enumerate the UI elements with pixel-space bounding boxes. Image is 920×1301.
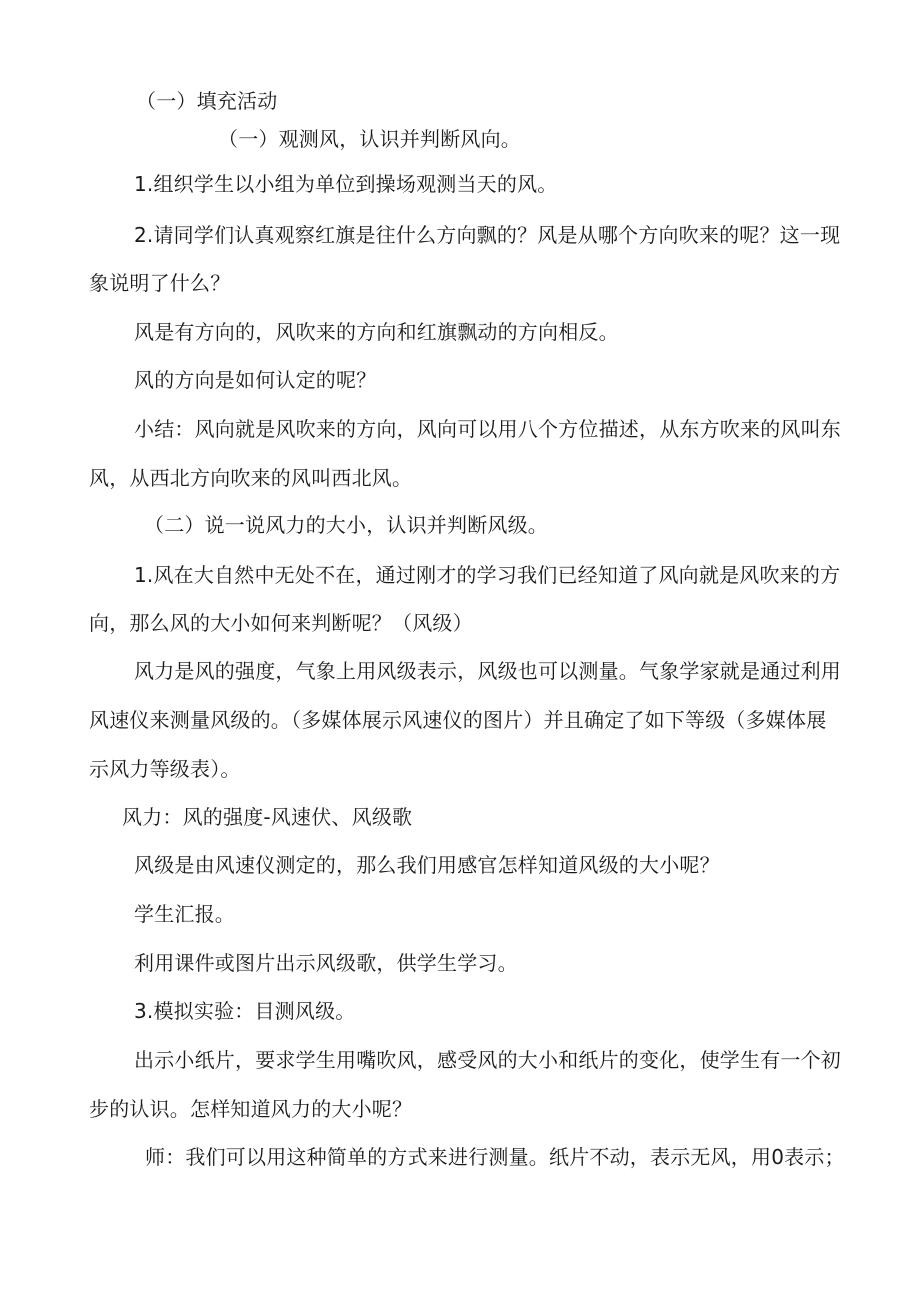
paragraph-line: 小结：风向就是风吹来的方向，风向可以用八个方位描述，从东方吹来的风叫东 — [134, 417, 841, 441]
paragraph-line: 学生汇报。 — [134, 902, 235, 926]
paragraph-line: 风级是由风速仪测定的，那么我们用感官怎样知道风级的大小呢？ — [134, 853, 720, 877]
paragraph-line: 利用课件或图片出示风级歌，供学生学习。 — [134, 951, 518, 975]
paragraph-line: 1.组织学生以小组为单位到操场观测当天的风。 — [134, 172, 558, 196]
paragraph-line: 风力是风的强度，气象上用风级表示，风级也可以测量。气象学家就是通过利用 — [134, 659, 841, 683]
paragraph-line: 出示小纸片，要求学生用嘴吹风，感受风的大小和纸片的变化，使学生有一个初 — [134, 1048, 841, 1072]
paragraph-line: 2.请同学们认真观察红旗是往什么方向飘的？风是从哪个方向吹来的呢？这一现 — [134, 223, 841, 247]
paragraph-line: 象说明了什么？ — [89, 271, 231, 295]
paragraph-line: 向，那么风的大小如何来判断呢？（风级） — [89, 611, 473, 635]
paragraph-line: 风的方向是如何认定的呢？ — [134, 368, 377, 392]
subsection-heading: （一）观测风，认识并判断风向。 — [218, 127, 521, 151]
paragraph-line: 风是有方向的，风吹来的方向和红旗飘动的方向相反。 — [134, 320, 619, 344]
paragraph-line: 步的认识。怎样知道风力的大小呢？ — [89, 1097, 413, 1121]
paragraph-line: 示风力等级表）。 — [89, 757, 241, 781]
paragraph-line: 风力：风的强度-风速伏、风级歌 — [122, 805, 413, 829]
section-heading: （一）填充活动 — [136, 89, 278, 113]
paragraph-line: 3.模拟实验：目测风级。 — [134, 999, 356, 1023]
paragraph-line: 1.风在大自然中无处不在，通过刚才的学习我们已经知道了风向就是风吹来的方 — [134, 563, 841, 587]
paragraph-line: 师：我们可以用这种简单的方式来进行测量。纸片不动，表示无风，用0表示； — [145, 1145, 845, 1169]
paragraph-line: 风速仪来测量风级的。（多媒体展示风速仪的图片）并且确定了如下等级（多媒体展 — [89, 708, 827, 732]
subsection-heading: （二）说一说风力的大小，认识并判断风级。 — [144, 513, 548, 537]
paragraph-line: 风，从西北方向吹来的风叫西北风。 — [89, 466, 413, 490]
